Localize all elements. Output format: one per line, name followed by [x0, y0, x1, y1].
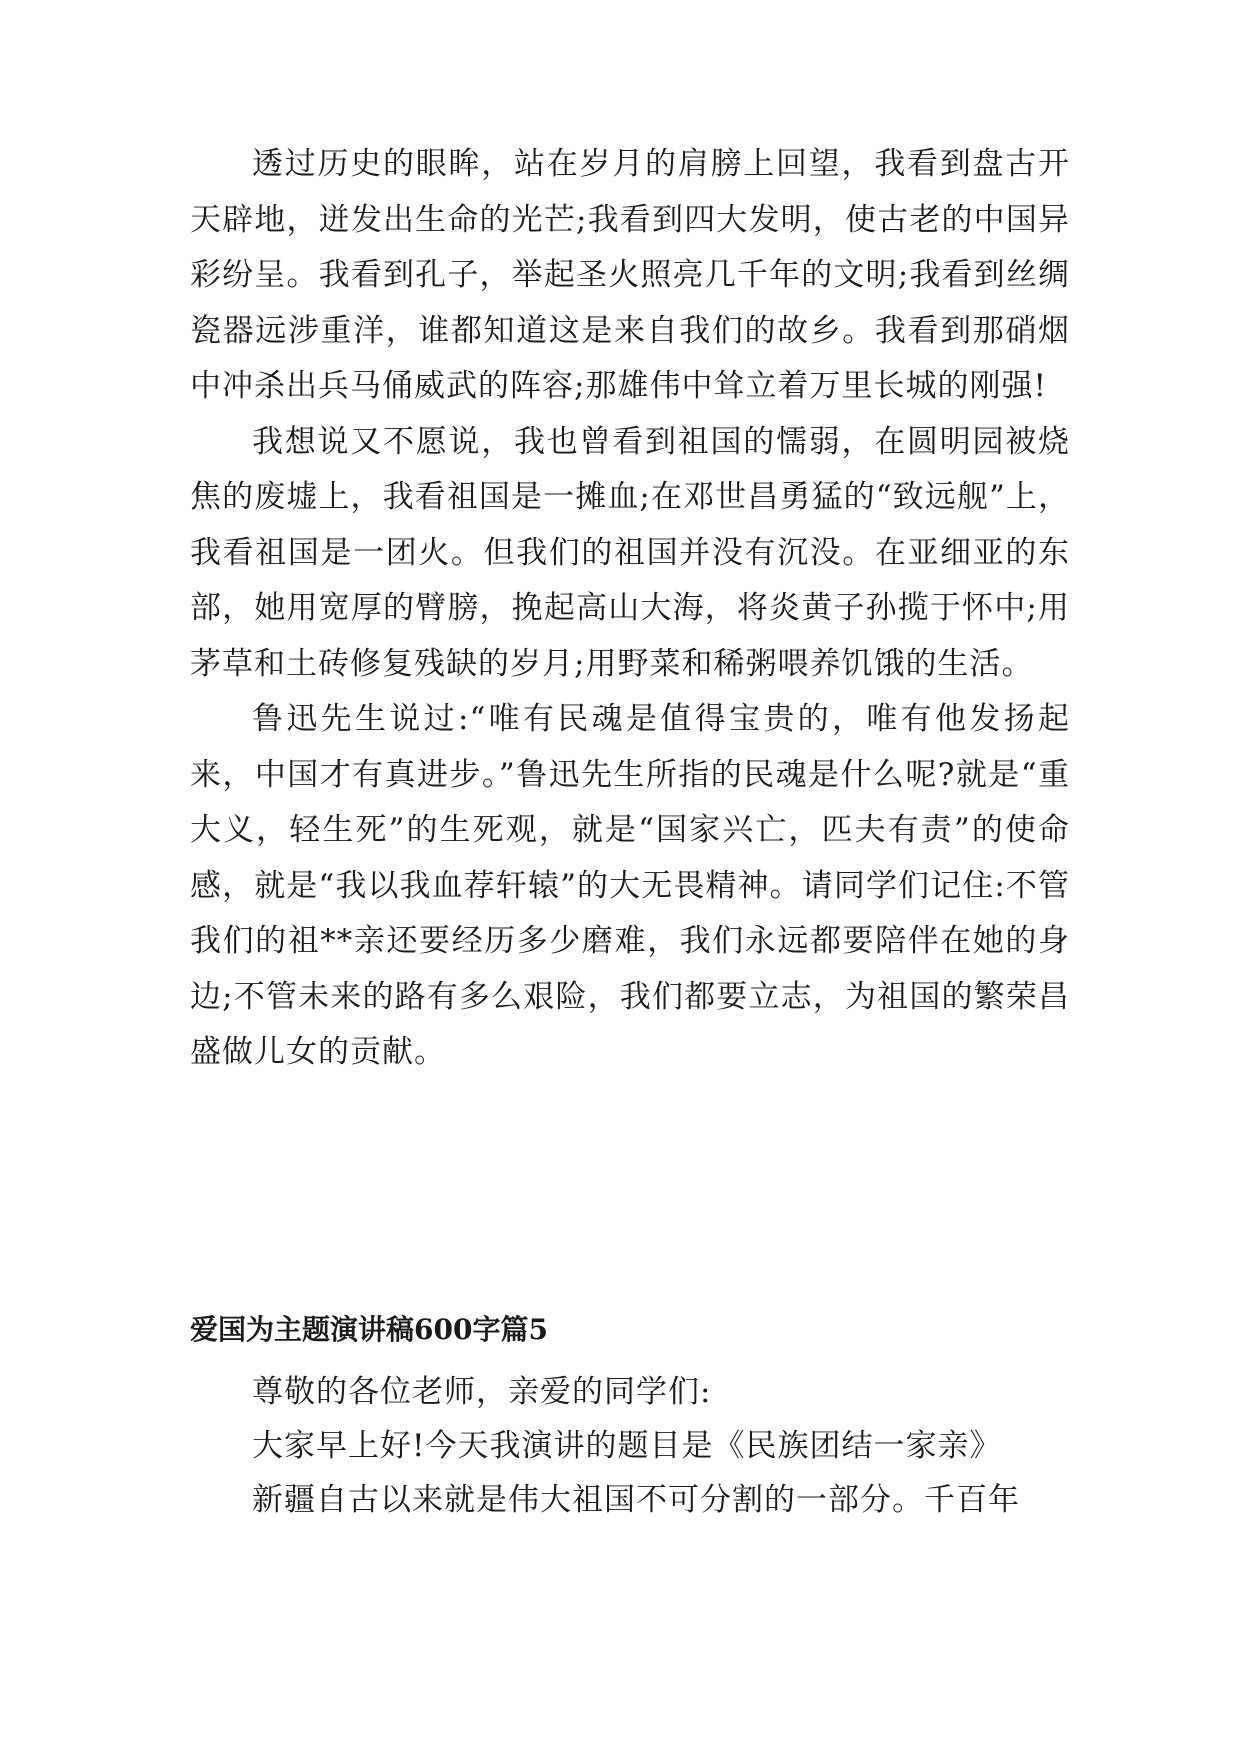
paragraph-luxun: 鲁迅先生说过:“唯有民魂是值得宝贵的，唯有他发扬起来，中国才有真进步。”鲁迅先生所指的民魂是什么呢?就是“重大义，轻生死”的生死观，就是“国家兴亡，匹夫有责”的使命感，就是“我以我血荐轩辕”的大无畏精神。请同学们记住:不管我们的祖**亲还要经历多少磨难，我们永远都要陪伴在她的身边;不管未来的路有多么艰险，我们都要立志，为祖国的繁荣昌盛做儿女的贡献。: [190, 701, 1070, 1070]
paragraph-weakness: 我想说又不愿说，我也曾看到祖国的懦弱，在圆明园被烧焦的废墟上，我看祖国是一摊血;在邓世昌勇猛的“致远舰”上，我看祖国是一团火。但我们的祖国并没有沉没。在亚细亚的东部，她用宽厚的臂膀，挽起高山大海，将炎黄子孙揽于怀中;用茅草和土砖修复残缺的岁月;用野菜和稀粥喂养饥饿的生活。: [190, 423, 1070, 682]
section-heading: 爱国为主题演讲稿600字篇5: [190, 1313, 548, 1346]
body-text: [190, 137, 1070, 1081]
salutation-line: 尊敬的各位老师，亲爱的同学们:: [252, 1374, 712, 1410]
intro-line: 新疆自古以来就是伟大祖国不可分割的一部分。千百年: [252, 1482, 1020, 1518]
greeting-line: 大家早上好!今天我演讲的题目是《民族团结一家亲》: [252, 1428, 1002, 1464]
speech-opening: [190, 1365, 1070, 1527]
paragraph-history: 透过历史的眼眸，站在岁月的肩膀上回望，我看到盘古开天辟地，迸发出生命的光芒;我看到四大发明，使古老的中国异彩纷呈。我看到孔子，举起圣火照亮几千年的文明;我看到丝绸瓷器远涉重洋，谁都知道这是来自我们的故乡。我看到那硝烟中冲杀出兵马俑威武的阵容;那雄伟中耸立着万里长城的刚强!: [190, 146, 1070, 404]
